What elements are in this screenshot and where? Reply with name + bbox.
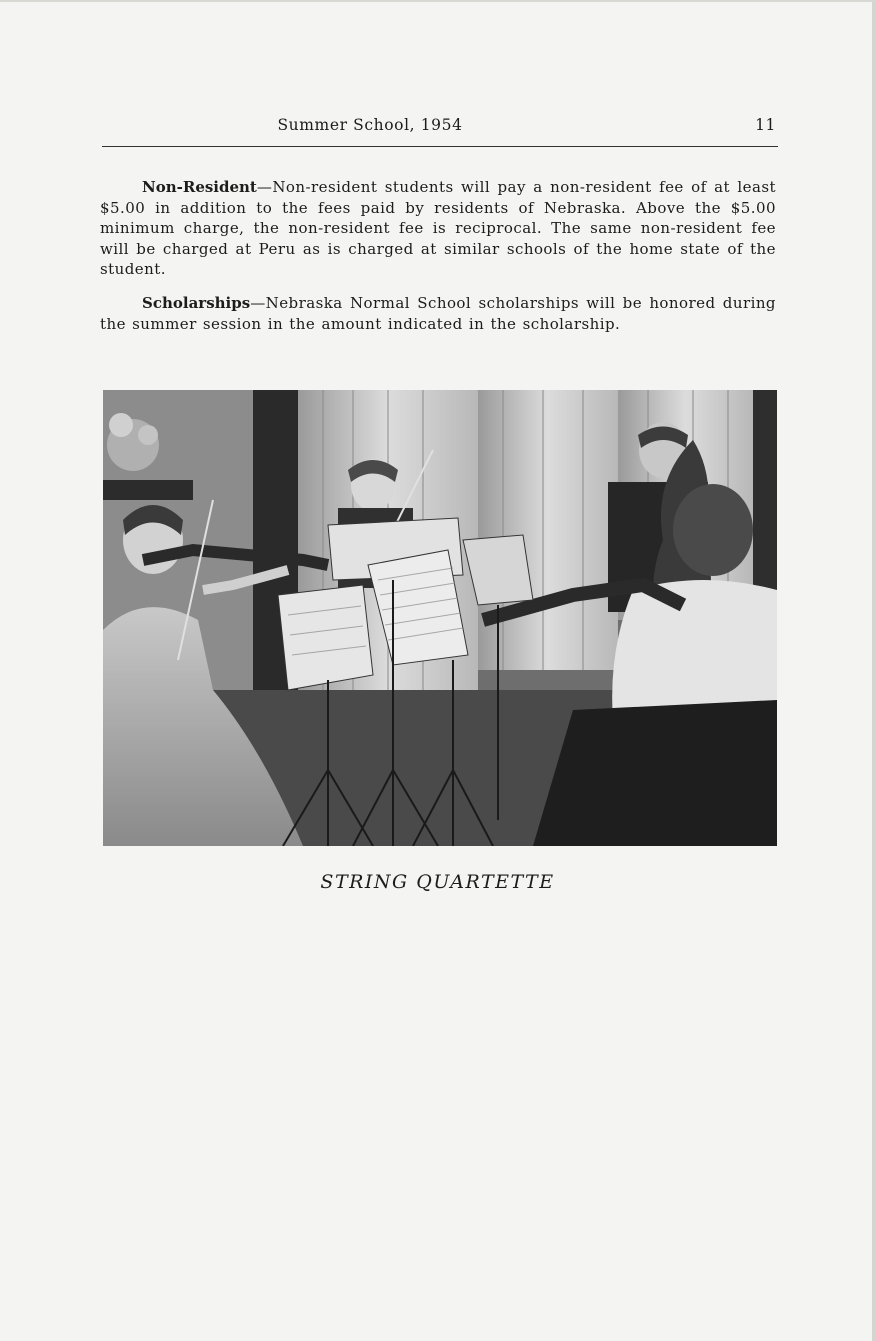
header-title: Summer School, 1954 xyxy=(277,116,463,134)
paragraph-lead-non-resident: Non-Resident xyxy=(142,178,257,196)
running-header xyxy=(102,116,776,140)
paragraph-body-scholarships: —Nebraska Normal School scholarships will be honored during the summer session in the amount indicated in the scholarship. xyxy=(100,294,776,333)
figure-caption: STRING QUARTETTE xyxy=(320,871,555,893)
string-quartette-photo xyxy=(103,390,777,846)
page-number: 11 xyxy=(755,116,776,134)
paragraph-lead-scholarships: Scholarships xyxy=(142,294,251,312)
paragraph-non-resident xyxy=(100,177,776,280)
paragraph-body-non-resident: —Non-resident students will pay a non-resident fee of at least $5.00 in addition to the fees paid by residents of Nebraska. Above the $5.00 minimum charge, the non-resident fee is reciprocal. The same non-resident fee will be charged at Peru as is charged at similar schools of the home state of the student. xyxy=(100,178,776,279)
header-rule xyxy=(102,146,778,147)
paragraph-scholarships xyxy=(100,293,776,334)
